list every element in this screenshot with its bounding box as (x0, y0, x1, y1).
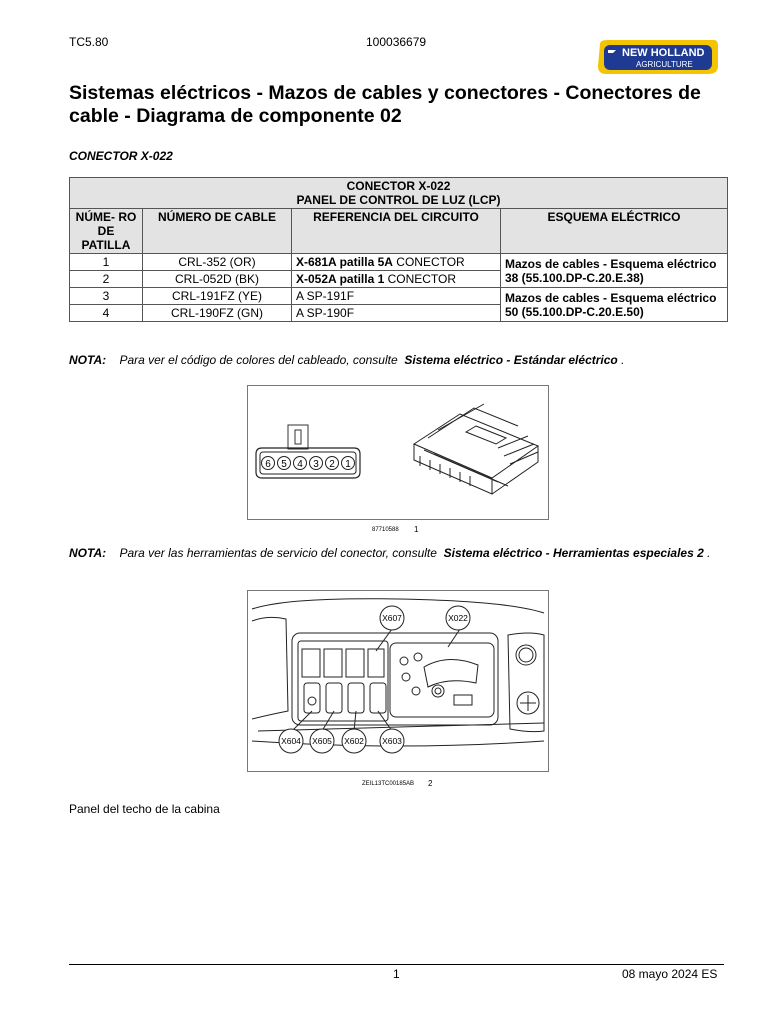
connector-drawing (248, 386, 548, 519)
table-row: 1 CRL-352 (OR) X-681A patilla 5A CONECTOR Mazos de cables - Esquema eléctrico 38 (55.100.DP-C.20.E.38) (70, 254, 728, 271)
figure1-number: 1 (414, 525, 419, 534)
col-header-pin: NÚME- RO DE PATILLA (70, 209, 143, 254)
connector-table (69, 177, 728, 322)
table-row: 2 CRL-052D (BK) X-052A patilla 1 CONECTOR (70, 271, 728, 288)
callout-leaders (292, 629, 460, 731)
figure2-code: ZEIL13TC00185AB (362, 781, 415, 787)
schematic-link[interactable]: Mazos de cables - Esquema eléctrico 50 (55.100.DP-C.20.E.50) (501, 288, 728, 322)
figure2-number: 2 (428, 779, 433, 788)
page-title: Sistemas eléctricos - Mazos de cables y conectores - Conectores de cable - Diagrama de componente 02 (69, 82, 701, 127)
note-link[interactable]: Sistema eléctrico - Herramientas especiales 2 (443, 546, 704, 560)
svg-text:1: 1 (345, 459, 351, 470)
callout-x607 (380, 606, 404, 630)
callout-x602 (342, 729, 366, 753)
header-model: TC5.80 (69, 35, 109, 49)
page-number: 1 (393, 967, 400, 981)
svg-text:X607: X607 (382, 613, 402, 623)
roof-panel-drawing (248, 591, 548, 771)
connector-figure (247, 385, 549, 520)
svg-text:X604: X604 (281, 736, 301, 746)
col-header-cable: NÚMERO DE CABLE (143, 209, 292, 254)
note-service-tools: NOTA: Para ver las herramientas de servicio del conector, consulte Sistema eléctrico - Herramientas especiales 2 . (69, 546, 711, 560)
col-header-reference: REFERENCIA DEL CIRCUITO (292, 209, 501, 254)
svg-text:2: 2 (329, 459, 335, 470)
svg-text:X602: X602 (344, 736, 364, 746)
schematic-link[interactable]: Mazos de cables - Esquema eléctrico 38 (55.100.DP-C.20.E.38) (501, 254, 728, 288)
connector-iso (414, 404, 538, 494)
svg-text:3: 3 (313, 459, 319, 470)
svg-text:AGRICULTURE: AGRICULTURE (636, 60, 693, 69)
svg-text:NEW HOLLAND: NEW HOLLAND (622, 47, 705, 59)
callout-x605 (310, 729, 334, 753)
figure-caption: Panel del techo de la cabina (69, 802, 220, 816)
table-row: 3 CRL-191FZ (YE) A SP-191F Mazos de cables - Esquema eléctrico 50 (55.100.DP-C.20.E.50) (70, 288, 728, 305)
table-row: 4 CRL-190FZ (GN) A SP-190F (70, 305, 728, 322)
svg-text:X603: X603 (382, 736, 402, 746)
table-caption: CONECTOR X-022 PANEL DE CONTROL DE LUZ (LCP) (70, 178, 728, 209)
col-header-schematic: ESQUEMA ELÉCTRICO (501, 209, 728, 254)
new-holland-logo (596, 38, 720, 76)
svg-text:X605: X605 (312, 736, 332, 746)
note-wiring-colors: NOTA: Para ver el código de colores del cableado, consulte Sistema eléctrico - Estándar eléctrico . (69, 353, 625, 367)
note-link[interactable]: Sistema eléctrico - Estándar eléctrico (404, 353, 618, 367)
footer-date: 08 mayo 2024 ES (622, 967, 718, 981)
callout-x604 (279, 729, 303, 753)
svg-text:4: 4 (297, 459, 303, 470)
svg-text:X022: X022 (448, 613, 468, 623)
footer-divider (69, 964, 724, 965)
pin-numbers (262, 457, 355, 471)
connector-subtitle: CONECTOR X-022 (69, 149, 173, 163)
callout-x603 (380, 729, 404, 753)
svg-text:5: 5 (281, 459, 287, 470)
roof-panel-figure (247, 590, 549, 772)
header-doc-number: 100036679 (366, 35, 427, 49)
callout-x022 (446, 606, 470, 630)
svg-text:6: 6 (265, 459, 271, 470)
figure1-code: 87710588 (372, 527, 399, 533)
